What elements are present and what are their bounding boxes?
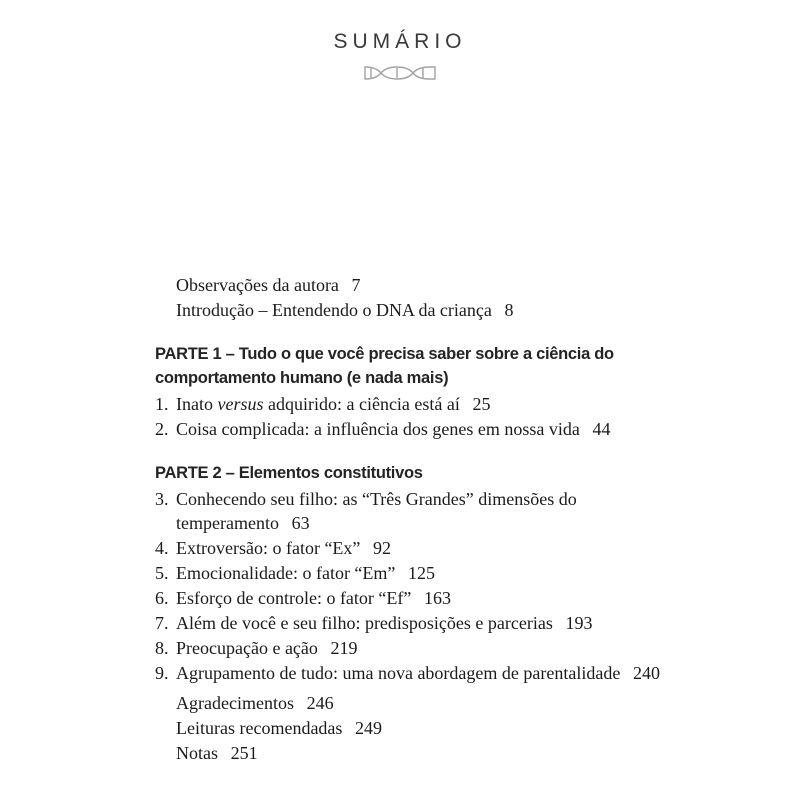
chapter-title-italic: versus [217,394,264,414]
chapter-row [155,661,667,685]
chapter-row [155,586,667,610]
chapter-title [176,392,667,416]
chapter-title [176,636,667,660]
chapter-title [176,487,667,535]
back-matter-item [176,691,667,715]
table-of-contents [155,273,667,766]
back-matter-item [176,741,667,765]
chapter-number: 2. [155,419,169,439]
back-matter-item [176,716,667,740]
chapter-page-number: 92 [373,538,392,558]
chapter-number: 9. [155,663,169,683]
chapter-page-number: 219 [330,638,358,658]
chapter-page-number: 125 [408,563,436,583]
chapter-title [176,586,667,610]
part-heading: PARTE 1 – Tudo o que você precisa saber sobre a ciência do comportamento humano (e nada mais) [155,345,614,387]
part-heading: PARTE 2 – Elementos constitutivos [155,464,423,482]
chapter-title-text: Preocupação e ação [176,638,318,658]
item-page-number: 251 [230,743,258,763]
chapter-page-number: 25 [472,394,491,414]
item-label: Observações da autora [176,275,339,295]
chapter-page-number: 240 [632,663,660,683]
chapter-title [176,611,667,635]
chapter-row [155,636,667,660]
part-section-2 [155,461,667,685]
chapter-page-number: 44 [592,419,611,439]
chapter-title-text: Agrupamento de tudo: uma nova abordagem de parentalidade [176,663,621,683]
chapter-title-text: adquirido: a ciência está aí [263,394,460,414]
chapter-title-text: Extroversão: o fator “Ex” [176,538,361,558]
chapter-row [155,487,667,535]
back-matter [155,691,667,765]
item-page-number: 246 [306,693,334,713]
chapter-title [176,417,667,441]
chapter-title-text: Coisa complicada: a influência dos genes em nossa vida [176,419,580,439]
chapter-number: 6. [155,588,169,608]
dna-helix-icon [0,66,800,85]
chapter-title [176,536,667,560]
chapter-row [155,392,667,416]
chapter-title-text: Emocionalidade: o fator “Em” [176,563,396,583]
item-page-number: 8 [504,300,514,320]
chapter-number: 7. [155,613,169,633]
page-title: SUMÁRIO [333,30,467,53]
chapter-number: 3. [155,489,169,509]
chapter-row [155,417,667,441]
chapter-title-text: Inato [176,394,218,414]
chapter-title [176,661,667,685]
item-label: Agradecimentos [176,693,294,713]
chapter-row [155,611,667,635]
item-label: Introdução – Entendendo o DNA da criança [176,300,492,320]
part-section-1 [155,342,667,441]
front-matter-item [176,298,667,322]
chapter-number: 8. [155,638,169,658]
front-matter-item [176,273,667,297]
chapter-row [155,561,667,585]
chapter-number: 4. [155,538,169,558]
chapter-title-text: Além de você e seu filho: predisposições e parcerias [176,613,553,633]
item-label: Leituras recomendadas [176,718,343,738]
item-page-number: 249 [355,718,383,738]
item-page-number: 7 [351,275,361,295]
chapter-page-number: 193 [565,613,593,633]
chapter-title-text: Conhecendo seu filho: as “Três Grandes” dimensões do temperamento [176,489,577,533]
chapter-number: 5. [155,563,169,583]
chapter-number: 1. [155,394,169,414]
chapter-row [155,536,667,560]
item-label: Notas [176,743,218,763]
chapter-page-number: 63 [291,513,310,533]
chapter-title [176,561,667,585]
chapter-page-number: 163 [423,588,451,608]
chapter-title-text: Esforço de controle: o fator “Ef” [176,588,412,608]
